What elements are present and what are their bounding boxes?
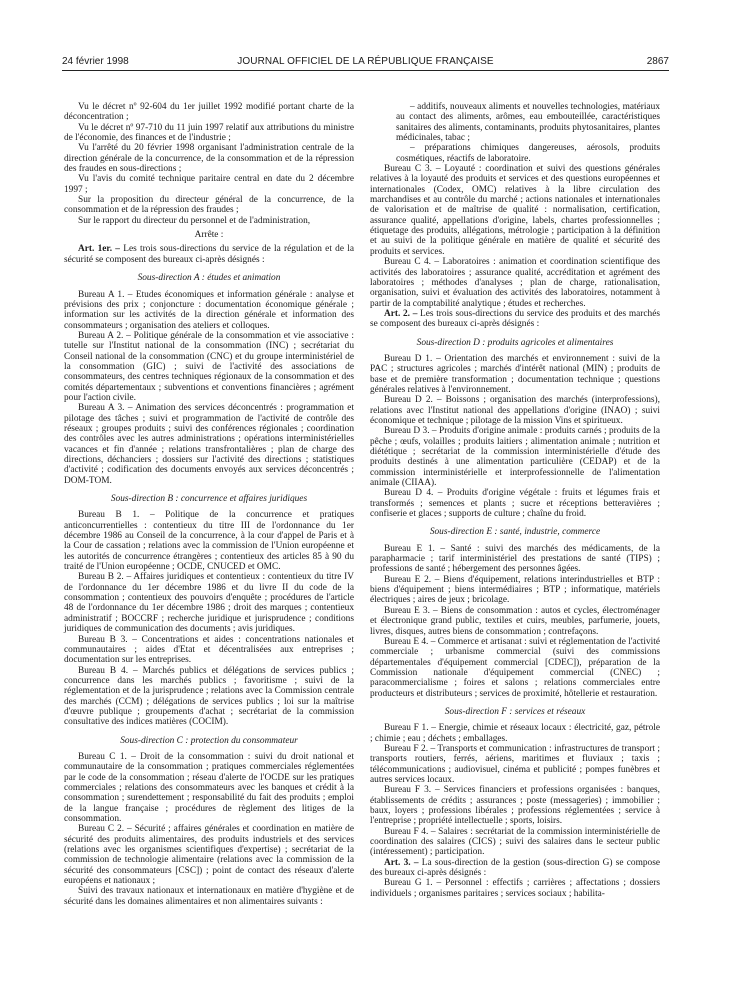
article-2-label: Art. 2. – <box>384 308 418 319</box>
arrete-heading: Arrête : <box>194 230 224 241</box>
bureau-paragraph: Bureau A 1. – Etudes économiques et information générale : analyse et prévisions des prix ; conjoncture : documentation économique générale ; information sur les activités de la direction générale et information des consommateurs ; organisation des ateliers et colloques. <box>64 289 354 331</box>
header-date: 24 février 1998 <box>62 56 129 67</box>
bureau-paragraph: Bureau A 2. – Politique générale de la consommation et vie associative : tutelle sur l'Institut national de la consommation (INC) ; secrétariat du Conseil national de la consommation (CNC) et du groupe interministériel de la consommation (GIC) ; suivi de l'activité des associations de consommateurs, des centres techniques régionaux de la consommation et des comités départementaux ; subventions et conventions financières ; agrément pour l'action civile. <box>64 330 354 403</box>
article-3-text: La sous-direction de la gestion (sous-direction G) se compose des bureaux ci-après désignés : <box>370 857 660 879</box>
section-f-heading: Sous-direction F : services et réseaux <box>444 706 586 717</box>
bureau-paragraph: Bureau D 3. – Produits d'origine animale : produits carnés ; produits de la pêche ; œufs, volailles ; produits laitiers ; alimentation animale ; nutrition et diététique ; secrétariat de la commission interministérielle d'étude des produits destinés à une alimentation particulière (CEDAP) et de la commission interministérielle et interprofessionnelle de l'alimentation animale (CIIAA). <box>370 426 660 489</box>
bureau-paragraph: Bureau B 4. – Marchés publics et délégations de services publics ; concurrence dans les marchés publics ; favoritisme ; suivi de la réglementation et de la jurisprudence ; relations avec la Commission centrale des marchés (CCM) ; délégations de services publics ; loi sur la maîtrise d'œuvre publique ; groupements d'achat ; secrétariat de la commission consultative des indices matières (COCIM). <box>64 665 354 728</box>
bureau-paragraph: Bureau E 4. – Commerce et artisanat : suivi et réglementation de l'activité commerciale ; urbanisme commercial (suivi des commissions départementales d'équipement commercial [CDEC]), préparation de la Commission nationale d'équipement commercial (CNEC) ; paracommercialisme ; foires et salons ; relations commerciales entre producteurs et distributeurs ; services de proximité, hôtellerie et restauration. <box>370 636 660 699</box>
bureau-paragraph: Bureau B 3. – Concentrations et aides : concentrations nationales et communautaires ; aides d'Etat et décentralisées aux entreprises ; documentation sur les entreprises. <box>64 634 354 666</box>
visa-paragraph: Sur la proposition du directeur général de la concurrence, de la consommation et de la répression des fraudes ; <box>64 195 354 216</box>
bureau-paragraph: Bureau C 2. – Sécurité ; affaires générales et coordination en matière de sécurité des produits alimentaires, des produits industriels et des services (relations avec les organismes scientifiques d'expertise) ; secrétariat de la commission de technologie alimentaire (relations avec la commission de la sécurité des consommateurs [CSC]) ; point de contact des réseaux d'alerte européens et nationaux ; <box>64 824 354 887</box>
section-b-heading: Sous-direction B : concurrence et affaires juridiques <box>110 494 308 505</box>
bureau-paragraph: Bureau C 1. – Droit de la consommation : suivi du droit national et communautaire de la consommation ; pratiques commerciales réglementées par le code de la consommation ; réseau d'alerte de l'OCDE sur les pratiques commerciales ; relations des consommateurs avec les banques et crédit à la consommation ; surendettement ; responsabilité du fait des produits ; emploi de la langue française ; procédures de règlement des litiges de la consommation. <box>64 751 354 824</box>
bureau-paragraph: Bureau E 1. – Santé : suivi des marchés des médicaments, de la parapharmacie ; tarif interministériel des prestations de santé (TIPS) ; professions de santé ; hébergement des personnes âgées. <box>370 543 660 575</box>
article-1-label: Art. 1er. – <box>78 244 120 255</box>
section-d-heading: Sous-direction D : produits agricoles et alimentaires <box>416 337 614 348</box>
bureau-paragraph: Bureau E 2. – Biens d'équipement, relations interindustrielles et BTP : biens d'équipement ; biens intermédiaires ; BTP ; informatique, matériels électriques ; aires de jeux ; bricolage. <box>370 574 660 606</box>
page-number: 2867 <box>646 56 669 67</box>
visa-paragraph: Vu l'avis du comité technique paritaire central en date du 2 décembre 1997 ; <box>64 174 354 195</box>
bureau-paragraph: Bureau D 1. – Orientation des marchés et environnement : suivi de la PAC ; structures agricoles ; marchés d'intérêt national (MIN) ; produits de base et de première transformation ; documentation technique ; questions générales relatives à l'environnement. <box>370 353 660 395</box>
bureau-paragraph: Bureau B 2. – Affaires juridiques et contentieux : contentieux du titre IV de l'ordonnance du 1er décembre 1986 et du livre II du code de la consommation ; contentieux des pouvoirs d'enquête ; procédures de l'article 48 de l'ordonnance du 1er décembre 1986 ; droit des marques ; contentieux administratif ; BOCCRF ; recherche juridique et jurisprudence ; conditions juridiques de communication des documents ; avis juridiques. <box>64 572 354 635</box>
bureau-paragraph: Bureau C 4. – Laboratoires : animation et coordination scientifique des activités des laboratoires ; assurance qualité, accréditation et agrément des laboratoires ; méthodes d'analyses ; plan de charge, rationalisation, organisation, suivi et évaluation des activités des laboratoires, notamment à partir de la comptabilité analytique ; études et recherches. <box>370 257 660 309</box>
bureau-paragraph: Bureau F 1. – Energie, chimie et réseaux locaux : électricité, gaz, pétrole ; chimie ; eau ; déchets ; emballages. <box>370 723 660 744</box>
section-e-heading: Sous-direction E : santé, industrie, commerce <box>429 527 601 538</box>
bureau-paragraph: Bureau F 4. – Salaires : secrétariat de la commission interministérielle de coordination des salaires (CICS) ; suivi des salaires dans le secteur public (intéressement) ; participation. <box>370 826 660 858</box>
right-column <box>370 102 660 899</box>
page-header <box>62 56 669 71</box>
list-item: – préparations chimiques dangereuses, aérosols, produits cosmétiques, réactifs de laboratoire. <box>396 143 660 164</box>
bureau-paragraph: Bureau F 3. – Services financiers et professions organisées : banques, établissements de crédits ; assurances ; poste (messageries) ; immobilier ; baux, loyers ; professions libérales ; professions réglementées ; service à l'entreprise ; propriété intellectuelle ; sports, loisirs. <box>370 785 660 827</box>
article-3 <box>370 858 660 879</box>
bureau-paragraph: Bureau D 2. – Boissons ; organisation des marchés (interprofessions), relations avec l'Institut national des appellations d'origine (INAO) ; suivi économique et technique ; pilotage de la mission Vins et spiritueux. <box>370 395 660 426</box>
visa-paragraph: Sur le rapport du directeur du personnel et de l'administration, <box>78 215 311 226</box>
article-2 <box>370 309 660 330</box>
visa-paragraph: Vu l'arrêté du 20 février 1998 organisant l'administration centrale de la direction générale de la concurrence, de la consommation et de la répression des fraudes en sous-directions ; <box>64 143 354 175</box>
journal-title: JOURNAL OFFICIEL DE LA RÉPUBLIQUE FRANÇAISE <box>237 56 494 67</box>
article-2-text: Les trois sous-directions du service des produits et des marchés se composent des bureaux ci-après désignés : <box>370 308 660 330</box>
bureau-paragraph: Bureau G 1. – Personnel : effectifs ; carrières ; affectations ; dossiers individuels ; organismes paritaires ; services sociaux ; habilita- <box>370 878 660 899</box>
bureau-paragraph: Bureau C 3. – Loyauté : coordination et suivi des questions générales relatives à la loyauté des produits et services et des questions européennes et internationales (Codex, OMC) relatives à la libre circulation des marchandises et au contrôle du marché ; actions nationales et internationales de valorisation et de maîtrise de qualité : normalisation, certification, assurance qualité, appellations d'origine, labels, chartes professionnelles ; étiquetage des produits, allégations, métrologie ; participation à la définition et au suivi de la politique générale en matière de qualité et sécurité des produits et services. <box>370 164 660 257</box>
article-1 <box>64 244 354 265</box>
bureau-paragraph: Bureau E 3. – Biens de consommation : autos et cycles, électroménager et électronique grand public, textiles et cuirs, meubles, parfumerie, jouets, livres, disques, autres biens de consommation ; contrefaçons. <box>370 605 660 637</box>
article-3-label: Art. 3. – <box>384 857 419 868</box>
section-c-heading: Sous-direction C : protection du consommateur <box>120 735 298 746</box>
visa-paragraph: Vu le décret nº 92-604 du 1er juillet 1992 modifié portant charte de la déconcentration ; <box>64 102 354 123</box>
left-column <box>64 102 354 907</box>
article-1-text: Les trois sous-directions du service de la régulation et de la sécurité se composent des bureaux ci-après désignés : <box>64 244 354 265</box>
visa-paragraph: Vu le décret nº 97-710 du 11 juin 1997 relatif aux attributions du ministre de l'économie, des finances et de l'industrie ; <box>64 122 354 144</box>
bureau-paragraph: Bureau D 4. – Produits d'origine végétale : fruits et légumes frais et transformés ; semences et plants ; sucre et réceptions betteravières ; confiserie et glaces ; supports de culture ; chaîne du froid. <box>370 488 660 520</box>
bureau-paragraph: Bureau F 2. – Transports et communication : infrastructures de transport ; transports routiers, ferrés, aériens, maritimes et fluviaux ; taxis ; télécommunications ; audiovisuel, cinéma et publicité ; pompes funèbres et autres services locaux. <box>370 743 660 785</box>
bureau-paragraph: Bureau B 1. – Politique de la concurrence et pratiques anticoncurrentielles : contentieux du titre III de l'ordonnance du 1er décembre 1986 au Conseil de la concurrence, à la cour d'appel de Paris et à la Cour de cassation ; relations avec la commission de l'Union européenne et les autorités de concurrence étrangères ; contentieux des articles 85 à 90 du traité de l'Union européenne ; OCDE, CNUCED et OMC. <box>64 510 354 573</box>
bureau-paragraph: Bureau A 3. – Animation des services déconcentrés : programmation et pilotage des tâches ; suivi et programmation de l'activité de contrôle des réseaux ; groupes produits ; suivi des conférences régionales ; coordination des contrôles avec les autres administrations ; opérations interministérielles vacances et fin d'année ; relations transfrontalières ; plan de charge des directions, déchanciers ; dossiers sur l'activité des directions ; statistiques d'activité ; codification des documents envoyés aux services déconcentrés ; DOM-TOM. <box>64 403 354 486</box>
section-a-heading: Sous-direction A : études et animation <box>137 273 281 284</box>
bureau-paragraph: Suivi des travaux nationaux et internationaux en matière d'hygiène et de sécurité dans les domaines alimentaires et non alimentaires suivants : <box>64 886 354 907</box>
list-item: – additifs, nouveaux aliments et nouvelles technologies, matériaux au contact des aliments, arômes, eau embouteillée, caractéristiques sanitaires des aliments, contaminants, produits phytosanitaires, plantes médicinales, tabac ; <box>396 102 660 144</box>
